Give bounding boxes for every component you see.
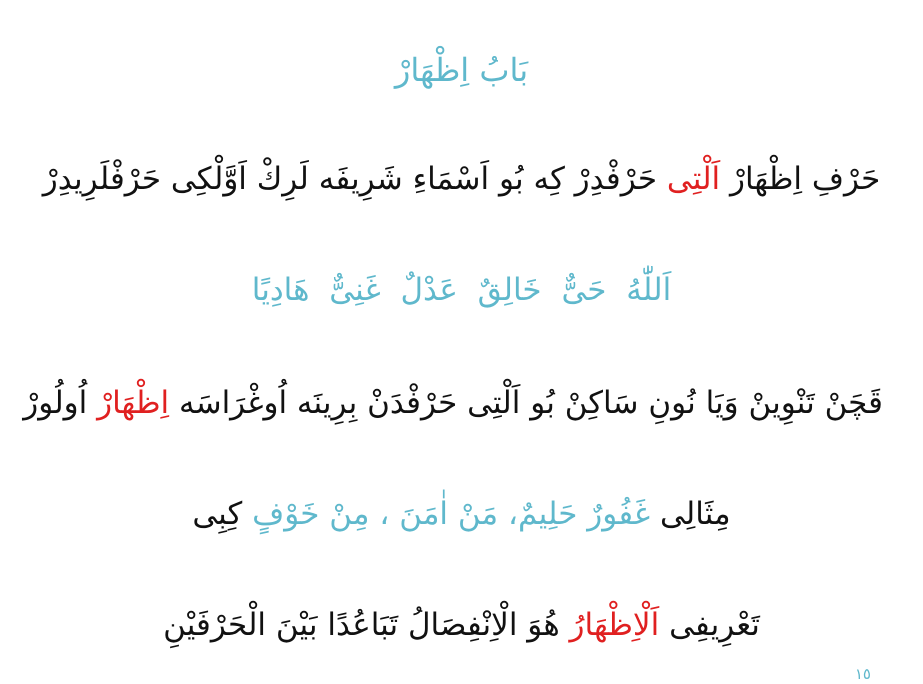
throat-letters-line: اَللّٰهُ حَىٌّ خَالِقٌ عَدْلٌ غَنِىٌّ هَادِيًا — [251, 272, 672, 308]
condition-highlight: اِظْهَارْ — [97, 385, 170, 421]
rule-highlight: اَلْتِى — [666, 161, 721, 197]
definition-label: تَعْرِيفِى — [669, 607, 760, 643]
definition-line — [40, 603, 883, 647]
example-suffix: كِبِى — [192, 496, 243, 532]
example-line — [40, 492, 883, 536]
section-heading: بَابُ اِظْهَارْ — [394, 51, 529, 89]
rule-text-end: حَرْفْدِرْ كِه بُو اَسْمَاءِ شَرِيفَه لَرِكْ اَوَّلْكِى حَرْفْلَرِيدِرْ — [42, 161, 658, 197]
definition-highlight: اَلْاِظْهَارُ — [569, 607, 660, 643]
condition-text-start: قَچَنْ تَنْوِينْ وَيَا نُونِ سَاكِنْ بُو اَلْتِى حَرْفْدَنْ بِرِينَه اُوغْرَاسَه — [178, 385, 883, 421]
example-label: مِثَالِى — [659, 496, 731, 532]
page-number: ١٥ — [854, 665, 871, 683]
condition-text-end: اُولُورْ — [23, 385, 88, 421]
condition-line — [23, 381, 883, 425]
example-words: غَفُورٌ حَلِيمٌ، مَنْ اٰمَنَ ، مِنْ خَوْفٍ — [252, 496, 651, 532]
rule-line — [40, 157, 883, 201]
definition-text: هُوَ الْاِنْفِصَالُ تَبَاعُدًا بَيْنَ الْحَرْفَيْنِ — [163, 607, 560, 643]
rule-text-start: حَرْفِ اِظْهَارْ — [730, 161, 881, 197]
